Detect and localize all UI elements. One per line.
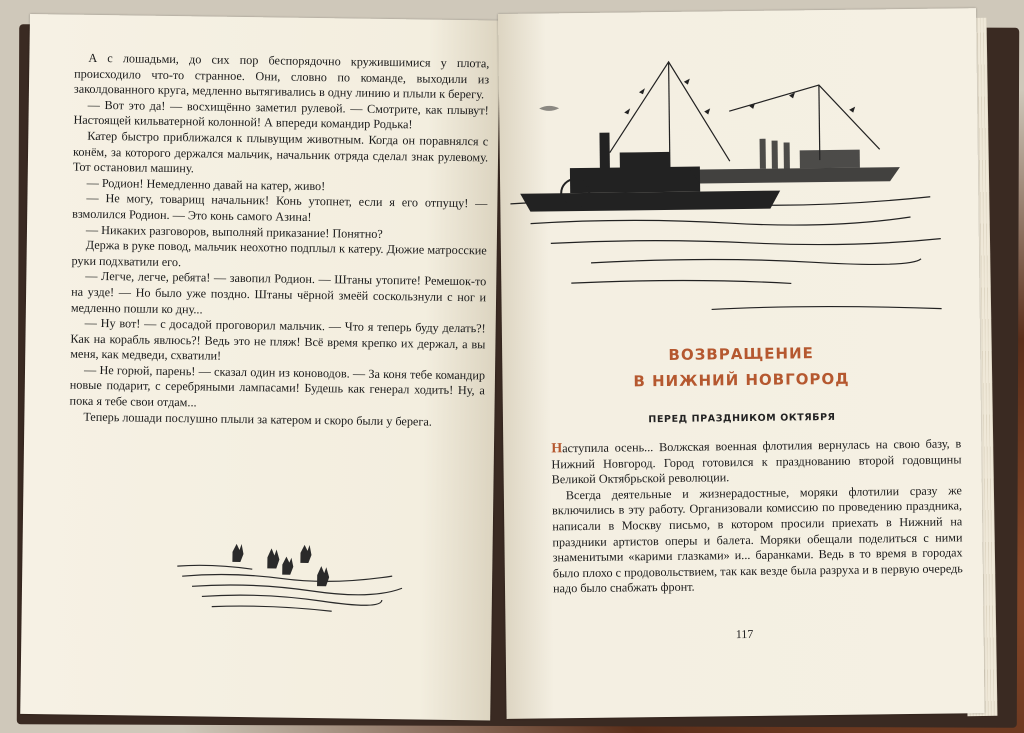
paragraph: — Вот это да! — восхищённо заметил рулевой. — Смотрите, как плывут! Настоящей кильватерной колонной! А впереди командир Родька!	[73, 97, 489, 132]
chapter-title-line: ВОЗВРАЩЕНИЕ	[668, 344, 814, 364]
section-subtitle: ПЕРЕД ПРАЗДНИКОМ ОКТЯБРЯ	[648, 411, 836, 426]
paragraph: Держа в руке повод, мальчик неохотно подплыл к катеру. Дюжие матросские руки подхватили его.	[71, 237, 487, 269]
paragraph: — Легче, легче, ребята! — завопил Родион. — Штаны утопите! Ремешок-то на узде! — Но было уже поздно. Штаны чёрной змеёй соскользнули с ног и медленно пошли ко дну...	[70, 269, 487, 316]
paragraph	[551, 436, 962, 488]
page-number: 117	[735, 626, 754, 642]
chapter-title	[502, 338, 981, 396]
left-page	[20, 14, 500, 720]
paragraph: — Никаких разговоров, выполняй приказание! Понятно?	[85, 222, 383, 241]
paragraph: — Не горюй, парень! — сказал один из коноводов. — За коня тебе командир новые подарит, с серебряными лампасами! Будешь как генерал ходить! Ну, а пока я тебе свои отдам...	[69, 362, 486, 410]
swimming-horses-illustration	[172, 521, 413, 619]
paragraph: Теперь лошади послушно плыли за катером и скоро были у берега.	[83, 409, 432, 429]
right-page-text	[551, 436, 963, 597]
right-page	[498, 8, 985, 719]
left-page-text	[69, 51, 489, 431]
paragraph: — Родион! Немедленно давай на катер, живо!	[86, 175, 326, 193]
paragraph: — Не могу, товарищ начальник! Конь утопнет, если я его отпущу! — взмолился Родион. — Это конь самого Азина!	[72, 191, 488, 224]
paragraph-text: аступила осень... Волжская военная флотилия вернулась на свою базу, в Нижний Новгород. Город готовился к празднованию второй годовщины Великой Октябрьской революции.	[551, 436, 962, 487]
chapter-title-line: В НИЖНИЙ НОВГОРОД	[633, 369, 850, 391]
paragraph: А с лошадьми, до сих пор беспорядочно кружившимися у плота, происходило что-то странное. Они, словно по команде, выходили из заколдованного круга, медленно вытягивались в одну линию и плыли к берегу.	[73, 50, 490, 102]
warships-illustration	[508, 48, 951, 333]
paragraph: Катер быстро приближался к плывущим животным. Когда он поравнялся с конём, за которого держался мальчик, начальник отряда сделал знак рулевому. Тот остановил машину.	[72, 128, 489, 176]
paragraph: Всегда деятельные и жизнерадостные, моряки флотилии сразу же включились в эту работу. Организовали комиссию по проведению праздника, написали в Москву письмо, в котором просили приехать в Нижний на праздники артистов оперы и балета. Моряки обещали поделиться с ними знаменитыми «карими глазками» и... баранками. Ведь в то время в городах было плохо с продовольствием, так как везде была разруха и в первую очередь надо было снабжать фронт.	[551, 483, 963, 596]
paragraph: — Ну вот! — с досадой проговорил мальчик. — Что я теперь буду делать?! Как на корабль явлюсь?! Ведь это не пляж! Всё время крепко их держал, а вы меня, как медведи, схватили!	[70, 315, 486, 363]
drop-cap: Н	[551, 441, 563, 457]
